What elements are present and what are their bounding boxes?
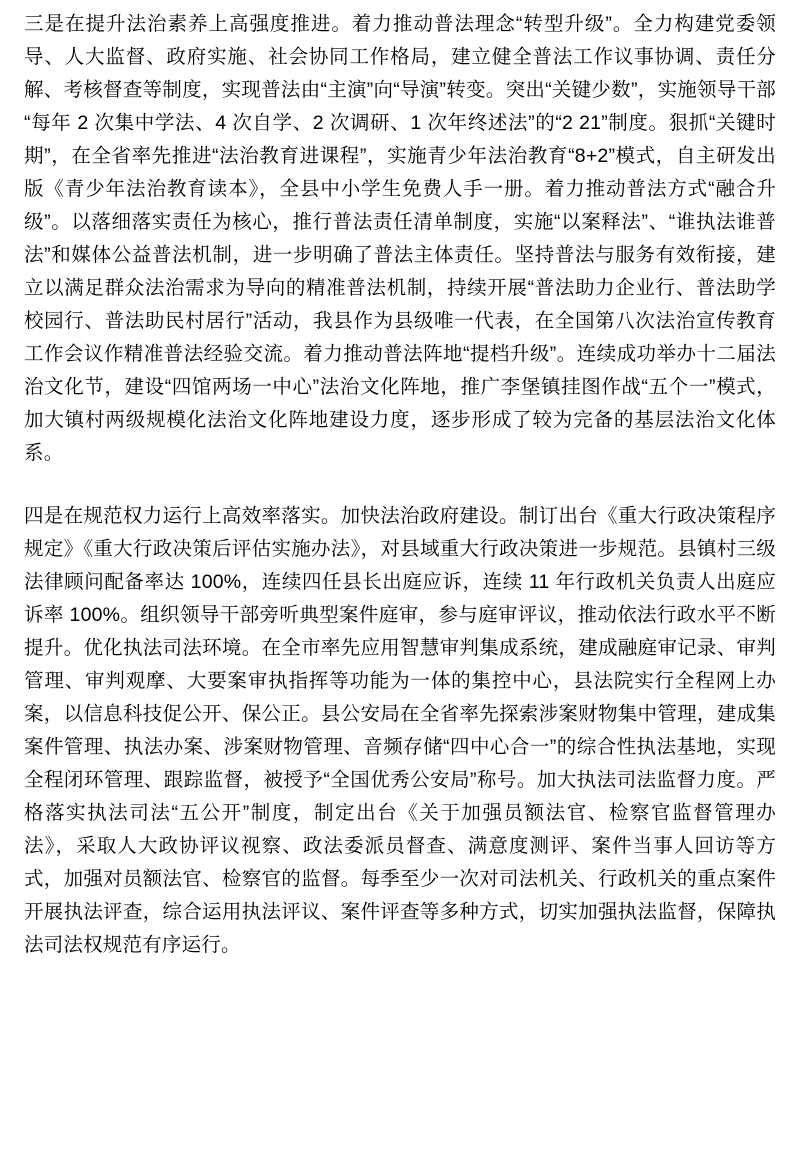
paragraph-power-regulation: 四是在规范权力运行上高效率落实。加快法治政府建设。制订出台《重大行政决策程序规定》《重大行政决策后评估实施办法》，对县域重大行政决策进一步规范。县镇村三级法律顾问配备率达 100%，连续四任县长出庭应诉，连续 11 年行政机关负责人出庭应诉率 100%。组织领导干部旁听典型案件庭审，参与庭审评议，推动依法行政水平不断提升。优化执法司法环境。在全市率先应用智慧审判集成系统，建成融庭审记录、审判管理、审判观摩、大要案审执指挥等功能为一体的集控中心，县法院实行全程网上办案，以信息科技促公开、保公正。县公安局在全省率先探索涉案财物集中管理，建成集案件管理、执法办案、涉案财物管理、音频存储“四中心合一”的综合性执法基地，实现全程闭环管理、跟踪监督，被授予“全国优秀公安局”称号。加大执法司法监督力度。严格落实执法司法“五公开”制度，制定出台《关于加强员额法官、检察官监督管理办法》，采取人大政协评议视察、政法委派员督查、满意度测评、案件当事人回访等方式，加强对员额法官、检察官的监督。每季至少一次对司法机关、行政机关的重点案件开展执法评查，综合运用执法评议、案件评查等多种方式，切实加强执法监督，保障执法司法权规范有序运行。 — [24, 505, 776, 956]
paragraph-legal-literacy: 三是在提升法治素养上高强度推进。着力推动普法理念“转型升级”。全力构建党委领导、人大监督、政府实施、社会协同工作格局，建立健全普法工作议事协调、责任分解、考核督查等制度，实现普法由“主演”向“导演”转变。突出“关键少数”，实施领导干部“每年 2 次集中学法、4 次自学、2 次调研、1 次年终述法”的“2 21”制度。狠抓“关键时期”，在全省率先推进“法治教育进课程”，实施青少年法治教育“8+2”模式，自主研发出版《青少年法治教育读本》，全县中小学生免费人手一册。着力推动普法方式“融合升级”。以落细落实责任为核心，推行普法责任清单制度，实施“以案释法”、“谁执法谁普法”和媒体公益普法机制，进一步明确了普法主体责任。坚持普法与服务有效衔接，建立以满足群众法治需求为导向的精准普法机制，持续开展“普法助力企业行、普法助学校园行、普法助民村居行”活动，我县作为县级唯一代表，在全国第八次法治宣传教育工作会议作精准普法经验交流。着力推动普法阵地“提档升级”。连续成功举办十二届法治文化节，建设“四馆两场一中心”法治文化阵地，推广李堡镇挂图作战“五个一”模式，加大镇村两级规模化法治文化阵地建设力度，逐步形成了较为完备的基层法治文化体系。 — [24, 13, 776, 464]
